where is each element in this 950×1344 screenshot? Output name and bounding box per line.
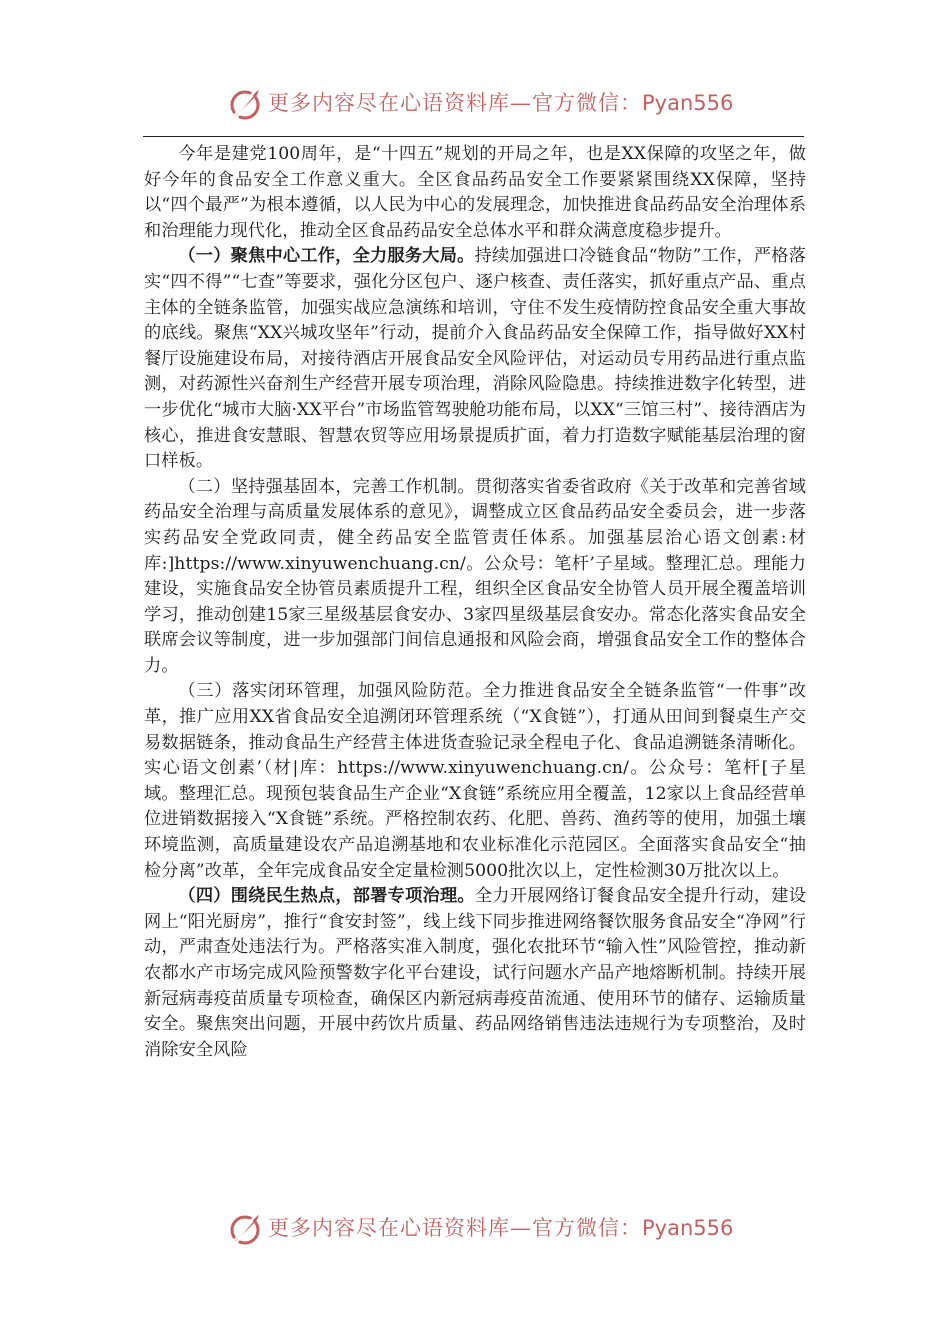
paragraph-section-1 xyxy=(144,244,806,474)
footer-banner xyxy=(0,1203,950,1253)
quill-pen-logo-icon xyxy=(226,1209,266,1249)
banner-slogan: 更多内容尽在心语资料库—官方微信： xyxy=(268,1216,642,1240)
header-divider xyxy=(143,136,804,137)
banner-slogan: 更多内容尽在心语资料库—官方微信： xyxy=(268,91,642,115)
paragraph-section-4 xyxy=(144,884,806,1063)
section-heading: （一）聚焦中心工作，全力服务大局。 xyxy=(178,246,475,267)
paragraph-intro xyxy=(144,142,806,244)
section-heading: （四）围绕民生热点，部署专项治理。 xyxy=(178,886,475,907)
quill-pen-logo-icon xyxy=(226,84,266,124)
paragraph-text: 持续加强进口冷链食品“物防”工作，严格落实“四不得”“七查”等要求，强化分区包户、逐户核查、责任落实，抓好重点产品、重点主体的全链条监管，加强实战应急演练和培训，守住不发生疫情防控食品安全重大事故的底线。聚焦“XX兴城攻坚年”行动，提前介入食品药品安全保障工作，指导做好XX村餐厅设施建设布局，对接待酒店开展食品安全风险评估，对运动员专用药品进行重点监测，对药源性兴奋剂生产经营开展专项治理，消除风险隐患。持续推进数字化转型，进一步优化“城市大脑·XX平台”市场监管驾驶舱功能布局，以XX“三馆三村”、接待酒店为核心，推进食安慧眼、智慧农贸等应用场景提质扩面，着力打造数字赋能基层治理的窗口样板。 xyxy=(144,246,806,472)
paragraph-text: 今年是建党100周年，是“十四五”规划的开局之年，也是XX保障的攻坚之年，做好今年的食品安全工作意义重大。全区食品药品安全工作要紧紧围绕XX保障，坚持以“四个最严”为根本遵循，以人民为中心的发展理念，加快推进食品药品安全治理体系和治理能力现代化，推动全区食品药品安全总体水平和群众满意度稳步提升。 xyxy=(144,144,806,241)
banner-wechat-id: Pyan556 xyxy=(642,91,734,115)
paragraph-text: （三）落实闭环管理，加强风险防范。全力推进食品安全全链条监管“一件事”改革，推广应用XX省食品安全追溯闭环管理系统（“X食链”），打通从田间到餐桌生产交易数据链条，推动食品生产经营主体进货查验记录全程电子化、食品追溯链条清晰化。实心语文创素’（材|库：https://www.xinyuwenchuang.cn/。公众号：笔杆[子星域。整理汇总。现预包装食品生产企业“X食链”系统应用全覆盖，12家以上食品经营单位进销数据接入“X食链”系统。严格控制农药、化肥、兽药、渔药等的使用，加强土壤环境监测，高质量建设农产品追溯基地和农业标准化示范园区。全面落实食品安全“抽检分离”改革，全年完成食品安全定量检测5000批次以上，定性检测30万批次以上。 xyxy=(144,681,806,881)
header-banner xyxy=(0,78,950,128)
paragraph-section-3 xyxy=(144,679,806,884)
paragraph-section-2 xyxy=(144,475,806,680)
document-body xyxy=(144,142,806,1063)
banner-wechat-id: Pyan556 xyxy=(642,1216,734,1240)
header-banner-text xyxy=(268,87,733,117)
paragraph-text: 全力开展网络订餐食品安全提升行动，建设网上“阳光厨房”，推行“食安封签”，线上线下同步推进网络餐饮服务食品安全“净网”行动，严肃查处违法行为。严格落实准入制度，强化农批环节“输入性”风险管控，推动新农都水产市场完成风险预警数字化平台建设，试行问题水产品产地熔断机制。持续开展新冠病毒疫苗质量专项检查，确保区内新冠病毒疫苗流通、使用环节的储存、运输质量安全。聚焦突出问题，开展中药饮片质量、药品网络销售违法违规行为专项整治，及时消除安全风险 xyxy=(144,886,807,1060)
paragraph-text: （二）坚持强基固本，完善工作机制。贯彻落实省委省政府《关于改革和完善省域药品安全治理与高质量发展体系的意见》，调整成立区食品药品安全委员会，进一步落实药品安全党政同责，健全药品安全监管责任体系。加强基层治心语文创素:材库:]https://www.xinyuwenchuang.cn/。公众号：笔杆’子星域。整理汇总。理能力建设，实施食品安全协管员素质提升工程，组织全区食品安全协管人员开展全覆盖培训学习，推动创建15家三星级基层食安办、3家四星级基层食安办。常态化落实食品安全联席会议等制度，进一步加强部门间信息通报和风险会商，增强食品安全工作的整体合力。 xyxy=(144,476,806,676)
footer-banner-text xyxy=(268,1212,733,1242)
